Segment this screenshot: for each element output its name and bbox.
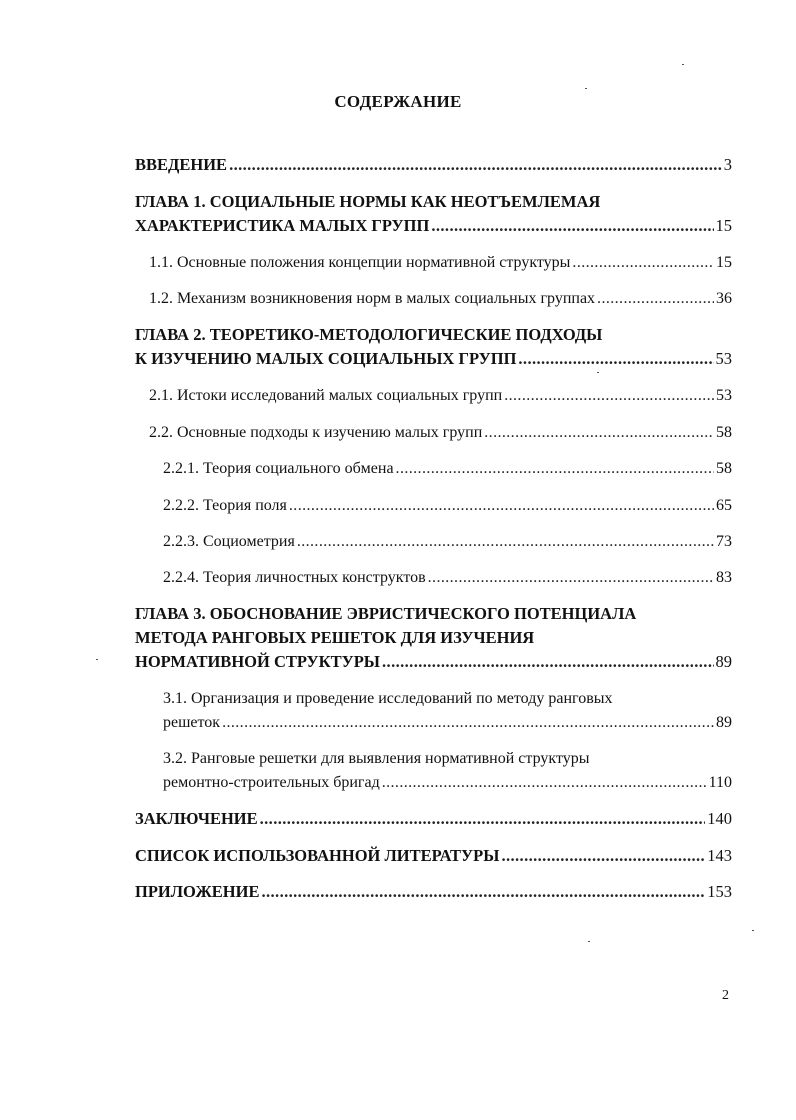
toc-entry-page: 143 [707, 846, 732, 865]
toc-entry-page: 15 [715, 216, 732, 235]
toc-entry-page: 140 [707, 809, 732, 828]
toc-entry-label-cont: ХАРАКТЕРИСТИКА МАЛЫХ ГРУПП [135, 216, 430, 235]
scan-speck [682, 64, 684, 65]
toc-entry-label-cont: решеток [163, 714, 221, 731]
toc-entry-label: ВВЕДЕНИЕ [135, 155, 228, 174]
toc-entry-page: 3 [723, 155, 732, 174]
toc-entry-label: 2.2. Основные подходы к изучению малых групп [149, 424, 483, 441]
scan-speck [96, 659, 98, 660]
toc-entry-page: 58 [716, 460, 732, 477]
toc-entry-label: ГЛАВА 3. ОБОСНОВАНИЕ ЭВРИСТИЧЕСКОГО ПОТЕНЦИАЛА [135, 604, 637, 623]
toc-entry-page: 36 [716, 290, 732, 307]
scan-speck [752, 930, 754, 931]
dot-leader [382, 773, 707, 793]
dot-leader [261, 882, 705, 902]
toc-entry-page: 73 [716, 533, 732, 550]
dot-leader [572, 253, 714, 273]
dot-leader [501, 846, 705, 866]
toc-entry-label-cont: НОРМАТИВНОЙ СТРУКТУРЫ [135, 652, 381, 671]
dot-leader [428, 568, 714, 588]
dot-leader [289, 496, 714, 516]
scan-speck [585, 88, 587, 89]
toc-entry-label-cont: ремонтно-строительных бригад [163, 774, 380, 791]
toc-entry-label: ГЛАВА 1. СОЦИАЛЬНЫЕ НОРМЫ КАК НЕОТЪЕМЛЕМАЯ [135, 192, 601, 211]
toc-entry-page: 110 [708, 774, 732, 791]
scan-speck [588, 941, 590, 942]
toc-entry-label: 1.2. Механизм возникновения норм в малых социальных группах [149, 290, 596, 307]
dot-leader [382, 652, 713, 672]
toc-entry-label: 3.2. Ранговые решетки для выявления нормативной структуры [163, 750, 590, 767]
scan-speck [597, 372, 599, 373]
dot-leader [597, 289, 714, 309]
dot-leader [431, 216, 713, 236]
toc-entry-page: 65 [716, 497, 732, 514]
toc-entry-label-cont: К ИЗУЧЕНИЮ МАЛЫХ СОЦИАЛЬНЫХ ГРУПП [135, 349, 517, 368]
toc-entry-label: СПИСОК ИСПОЛЬЗОВАННОЙ ЛИТЕРАТУРЫ [135, 846, 500, 865]
page-number: 2 [722, 988, 729, 1003]
dot-leader [260, 809, 706, 829]
toc-entry-page: 53 [716, 387, 732, 404]
toc-entry-label: 3.1. Организация и проведение исследований по методу ранговых [163, 690, 613, 707]
toc-entry-label-cont: МЕТОДА РАНГОВЫХ РЕШЕТОК ДЛЯ ИЗУЧЕНИЯ [135, 628, 535, 647]
toc-entry-label: 2.2.1. Теория социального обмена [163, 460, 394, 477]
toc-entry-page: 83 [716, 569, 732, 586]
dot-leader [222, 713, 714, 733]
toc-entry-page: 89 [715, 652, 732, 671]
toc-entry-label: ПРИЛОЖЕНИЕ [135, 882, 260, 901]
page-title: СОДЕРЖАНИЕ [334, 92, 462, 111]
toc-entry-page: 153 [707, 882, 732, 901]
dot-leader [396, 459, 714, 479]
toc-entry-label: ГЛАВА 2. ТЕОРЕТИКО-МЕТОДОЛОГИЧЕСКИЕ ПОДХОДЫ [135, 325, 603, 344]
dot-leader [484, 423, 714, 443]
toc-entry-label: 2.2.2. Теория поля [163, 497, 287, 514]
toc-entry-page: 15 [716, 254, 732, 271]
toc-entry-page: 58 [716, 424, 732, 441]
toc-entry-label: 2.2.4. Теория личностных конструктов [163, 569, 426, 586]
toc-entry-page: 89 [716, 714, 732, 731]
toc-entry-label: 2.1. Истоки исследований малых социальных групп [149, 387, 503, 404]
toc-entry-label: 1.1. Основные положения концепции нормативной структуры [149, 254, 571, 271]
toc-entry-page: 53 [715, 349, 732, 368]
dot-leader [229, 155, 722, 175]
dot-leader [297, 532, 714, 552]
dot-leader [518, 349, 713, 369]
dot-leader [504, 386, 714, 406]
toc-entry-label: ЗАКЛЮЧЕНИЕ [135, 809, 258, 828]
toc-entry-label: 2.2.3. Социометрия [163, 533, 295, 550]
